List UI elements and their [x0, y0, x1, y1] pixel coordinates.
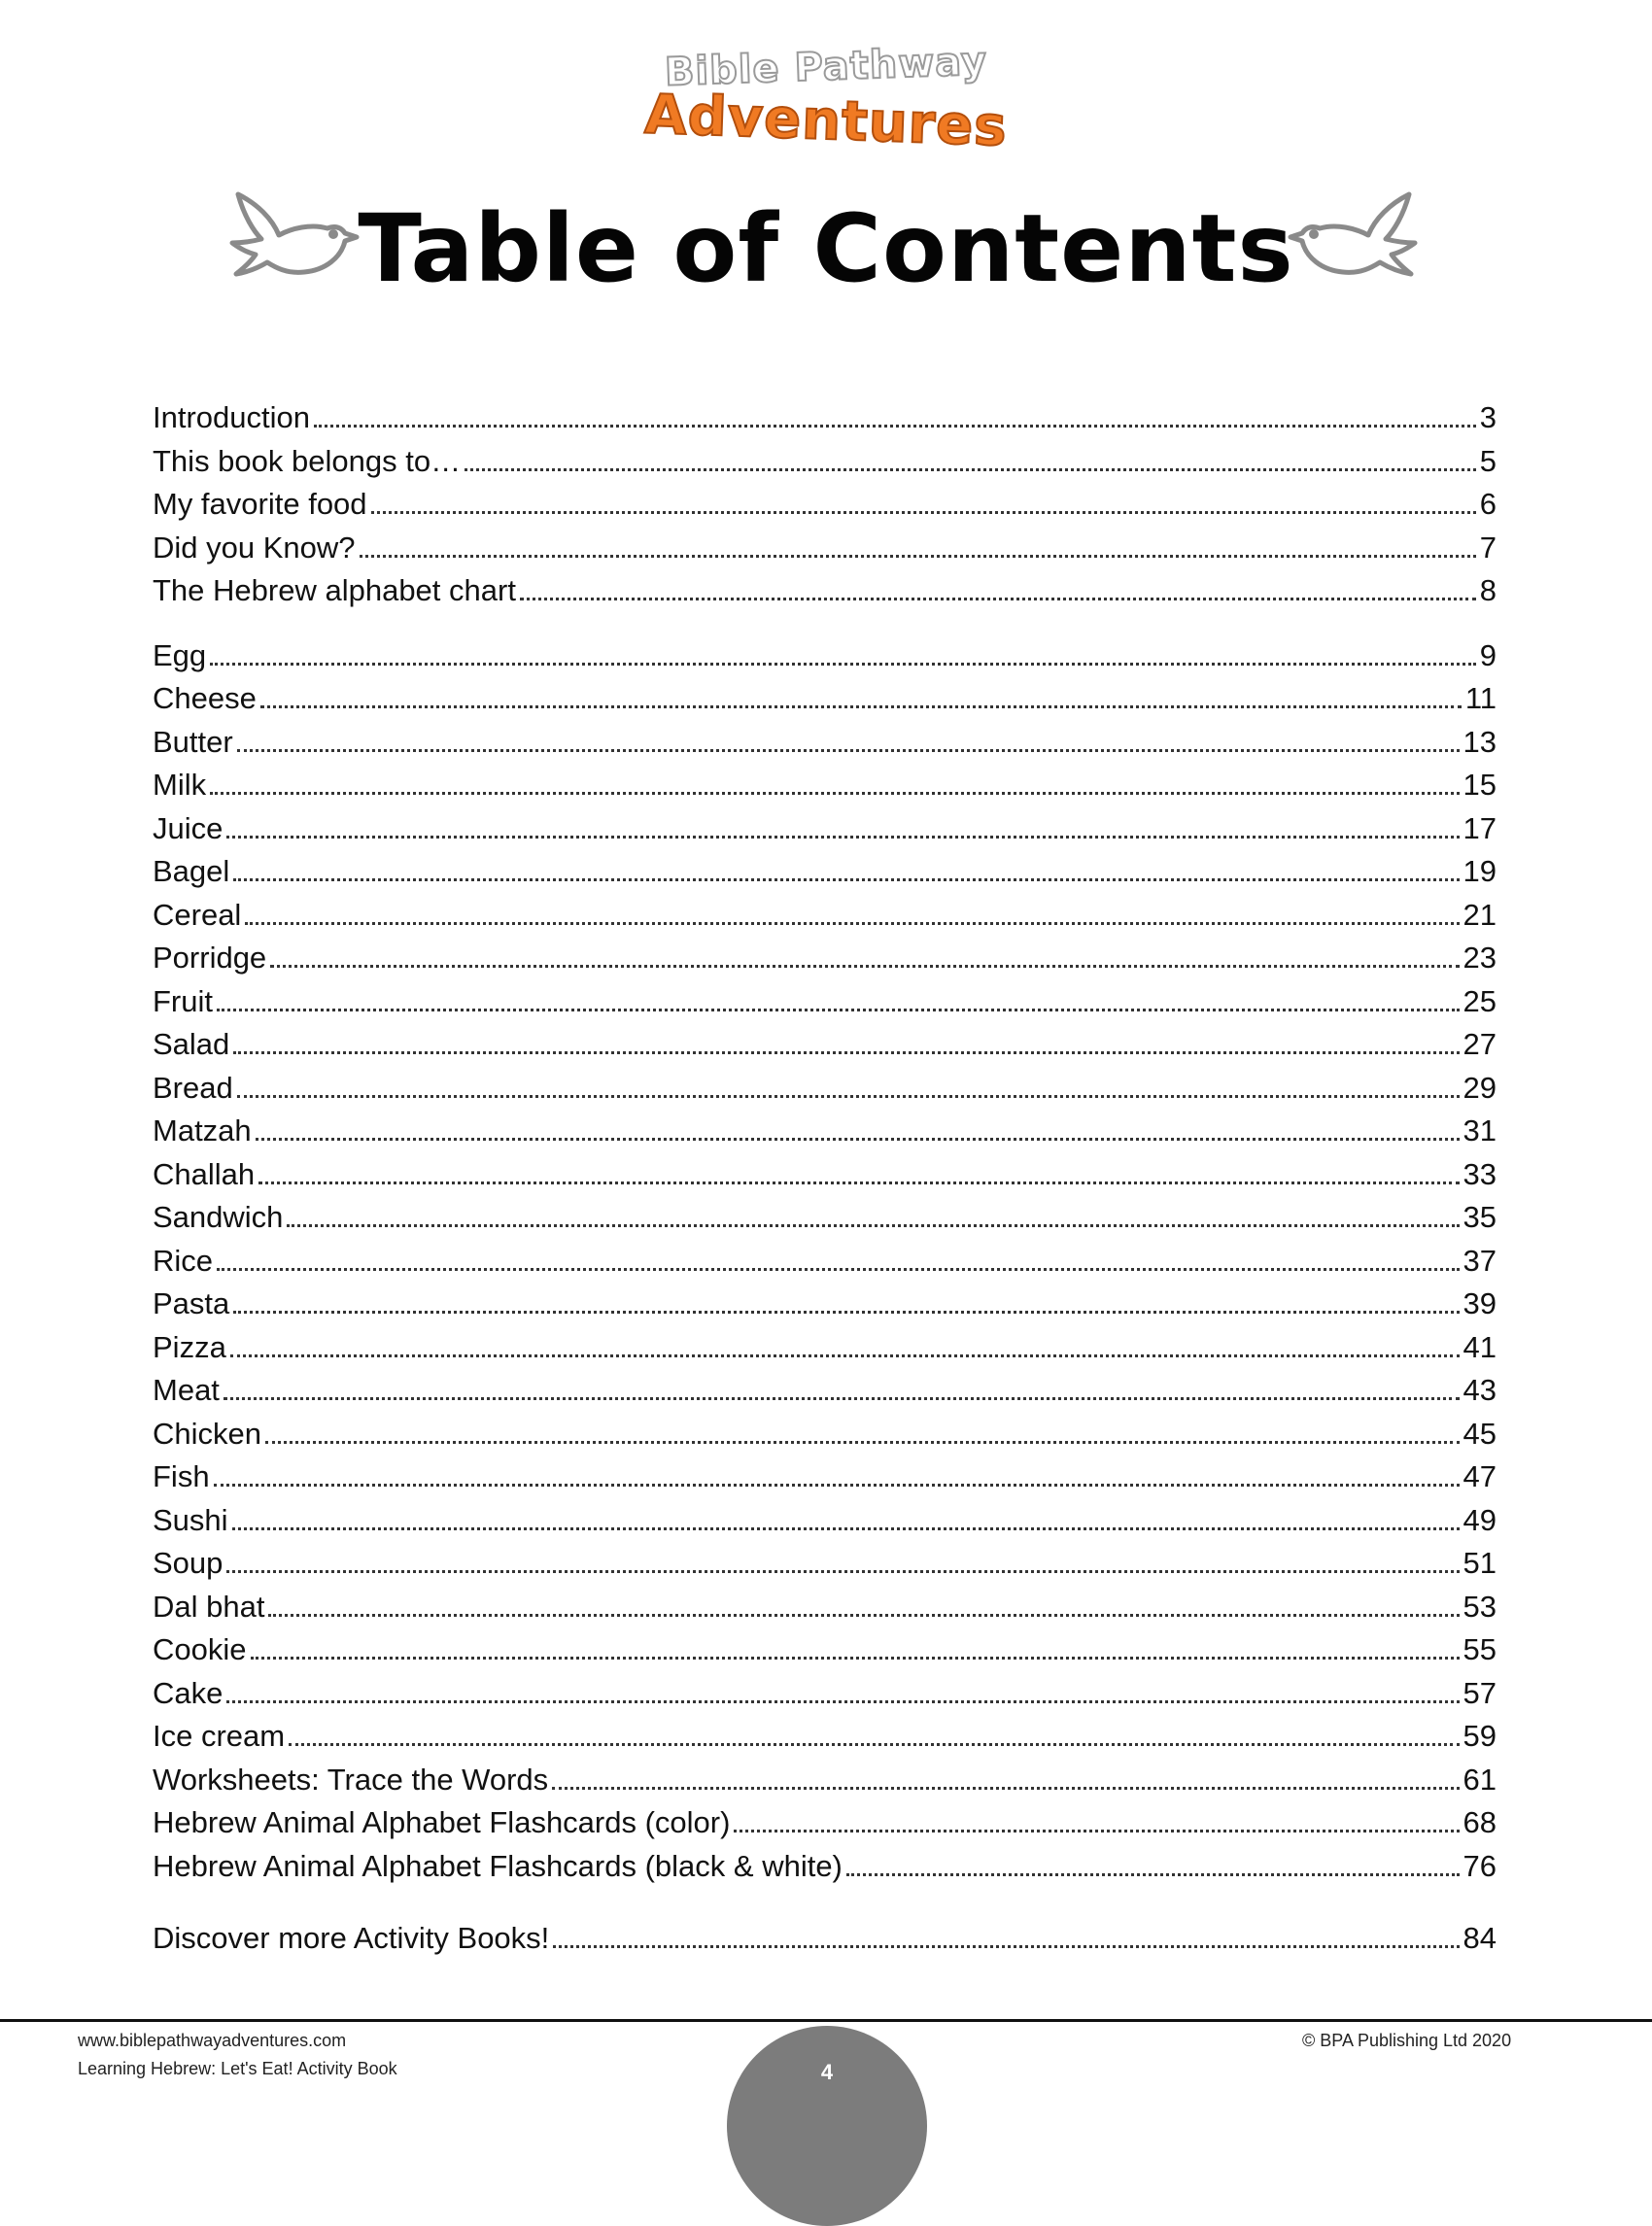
toc-dot-leader — [230, 1354, 1460, 1357]
toc-entry — [153, 634, 1497, 673]
page-title: Table of Contents — [358, 194, 1294, 303]
toc-entry-label: Porridge — [153, 941, 267, 975]
toc-entry — [153, 1672, 1497, 1711]
toc-entry-page: 68 — [1463, 1805, 1497, 1839]
toc-entry — [153, 483, 1497, 522]
toc-entry-label: Butter — [153, 724, 233, 759]
toc-entry — [153, 721, 1497, 760]
toc-entry — [153, 807, 1497, 846]
toc-entry-label: Worksheets: Trace the Words — [153, 1762, 549, 1797]
toc-dot-leader — [552, 1787, 1459, 1790]
toc-entry-page: 59 — [1463, 1719, 1497, 1753]
toc-entry-label: Fruit — [153, 983, 213, 1018]
toc-entry — [153, 1542, 1497, 1581]
toc-dot-leader — [226, 1570, 1459, 1573]
toc-entry — [153, 1283, 1497, 1321]
toc-entry-label: Cake — [153, 1675, 224, 1710]
toc-dot-leader — [465, 468, 1476, 471]
toc-entry — [153, 1499, 1497, 1538]
toc-dot-leader — [256, 1138, 1460, 1141]
toc-entry-label: Cookie — [153, 1632, 247, 1666]
toc-entry-page: 15 — [1463, 768, 1497, 802]
toc-dot-leader — [237, 1095, 1460, 1098]
toc-entry — [153, 764, 1497, 803]
footer-website: www.biblepathwayadventures.com — [78, 2031, 347, 2050]
toc-entry-label: Egg — [153, 637, 207, 672]
toc-entry-label: Dal bhat — [153, 1589, 265, 1624]
toc-dot-leader — [520, 598, 1476, 600]
toc-entry-page: 17 — [1463, 810, 1497, 845]
toc-dot-leader — [268, 1614, 1459, 1617]
toc-entry-label: Juice — [153, 810, 224, 845]
toc-entry-label: Challah — [153, 1156, 256, 1191]
toc-entry-label: Hebrew Animal Alphabet Flashcards (black & white) — [153, 1848, 843, 1883]
toc-entry-label: This book belongs to… — [153, 443, 462, 478]
toc-entry — [153, 1326, 1497, 1365]
toc-entry-label: Discover more Activity Books! — [153, 1921, 550, 1955]
toc-dot-leader — [371, 511, 1476, 514]
toc-entry-page: 6 — [1479, 487, 1497, 521]
toc-entry-page: 84 — [1463, 1921, 1497, 1955]
toc-dot-leader — [214, 1484, 1460, 1487]
toc-entry — [153, 527, 1497, 565]
footer-divider — [0, 2019, 1652, 2022]
toc-dot-leader — [233, 878, 1459, 881]
toc-entry-label: Sandwich — [153, 1200, 284, 1234]
toc-dot-leader — [217, 1268, 1460, 1271]
toc-entry-label: Pasta — [153, 1286, 230, 1320]
toc-entry — [153, 1110, 1497, 1148]
toc-entry-label: Chicken — [153, 1416, 261, 1451]
toc-entry-page: 37 — [1463, 1243, 1497, 1278]
toc-dot-leader — [245, 922, 1459, 925]
toc-entry-page: 47 — [1463, 1459, 1497, 1493]
toc-entry — [153, 1845, 1497, 1884]
toc-entry-label: Fish — [153, 1459, 210, 1493]
toc-entry-label: Matzah — [153, 1113, 252, 1147]
toc-entry-label: Soup — [153, 1546, 224, 1580]
toc-entry — [153, 980, 1497, 1019]
toc-dot-leader — [237, 749, 1460, 752]
toc-entry — [153, 677, 1497, 716]
toc-entry — [153, 894, 1497, 933]
toc-entry — [153, 850, 1497, 889]
toc-entry-label: My favorite food — [153, 487, 367, 521]
toc-entry-label: Bread — [153, 1070, 233, 1105]
toc-dot-leader — [287, 1224, 1459, 1227]
toc-dot-leader — [258, 1181, 1459, 1184]
toc-dot-leader — [226, 1700, 1459, 1703]
toc-dot-leader — [270, 965, 1459, 968]
toc-entry-label: The Hebrew alphabet chart — [153, 573, 516, 607]
toc-entry — [153, 1759, 1497, 1798]
toc-entry-label: Cereal — [153, 897, 242, 932]
toc-entry-label: Sushi — [153, 1502, 228, 1537]
toc-dot-leader — [360, 555, 1476, 558]
toc-entry-label: Meat — [153, 1373, 220, 1407]
toc-dot-leader — [734, 1830, 1459, 1832]
toc-entry — [153, 1715, 1497, 1754]
toc-entry-page: 25 — [1463, 983, 1497, 1018]
toc-entry-label: Bagel — [153, 854, 230, 888]
page-number-badge — [727, 2026, 927, 2226]
toc-entry-page: 76 — [1463, 1848, 1497, 1883]
toc-entry — [153, 1196, 1497, 1235]
toc-dot-leader — [314, 425, 1476, 428]
toc-entry-page: 31 — [1463, 1113, 1497, 1147]
page-number: 4 — [820, 2060, 834, 2084]
toc-entry-page: 19 — [1463, 854, 1497, 888]
toc-entry — [153, 1067, 1497, 1106]
toc-entry-label: Salad — [153, 1027, 230, 1061]
toc-entry — [153, 440, 1497, 479]
toc-entry-label: Milk — [153, 768, 207, 802]
logo-bottom-text: Adventures — [643, 83, 1009, 159]
toc-entry-page: 61 — [1463, 1762, 1497, 1797]
toc-entry — [153, 937, 1497, 976]
toc-entry — [153, 569, 1497, 608]
toc-dot-leader — [233, 1311, 1459, 1314]
toc-entry-page: 41 — [1463, 1329, 1497, 1364]
toc-entry — [153, 1586, 1497, 1625]
toc-dot-leader — [226, 836, 1459, 839]
toc-entry-page: 55 — [1463, 1632, 1497, 1666]
toc-entry-page: 49 — [1463, 1502, 1497, 1537]
toc-entry-page: 27 — [1463, 1027, 1497, 1061]
toc-entry-page: 57 — [1463, 1675, 1497, 1710]
toc-entry-label: Introduction — [153, 400, 310, 434]
toc-dot-leader — [210, 663, 1476, 666]
toc-entry — [153, 1153, 1497, 1192]
toc-dot-leader — [553, 1945, 1459, 1948]
logo-top-text: Bible Pathway — [664, 39, 988, 95]
toc-entry — [153, 1455, 1497, 1494]
toc-entry — [153, 1240, 1497, 1279]
toc-entry — [153, 396, 1497, 435]
toc-dot-leader — [233, 1051, 1459, 1054]
toc-entry-label: Hebrew Animal Alphabet Flashcards (color) — [153, 1805, 731, 1839]
toc-entry-label: Ice cream — [153, 1719, 286, 1753]
toc-entry-page: 7 — [1479, 530, 1497, 565]
toc-entry — [153, 1369, 1497, 1408]
toc-entry-page: 35 — [1463, 1200, 1497, 1234]
toc-dot-leader — [846, 1873, 1460, 1876]
toc-entry-label: Did you Know? — [153, 530, 356, 565]
toc-entry-page: 33 — [1463, 1156, 1497, 1191]
toc-entry-page: 11 — [1464, 681, 1497, 715]
toc-entry-page: 29 — [1463, 1070, 1497, 1105]
toc-entry-label: Pizza — [153, 1329, 226, 1364]
toc-entry-page: 9 — [1479, 637, 1497, 672]
toc-entry-page: 43 — [1463, 1373, 1497, 1407]
toc-entry-page: 5 — [1479, 443, 1497, 478]
toc-dot-leader — [251, 1657, 1460, 1660]
toc-dot-leader — [217, 1009, 1460, 1011]
toc-entry — [153, 1917, 1497, 1956]
toc-dot-leader — [260, 705, 1462, 708]
toc-entry — [153, 1801, 1497, 1840]
toc-entry-page: 51 — [1463, 1546, 1497, 1580]
toc-entry-label: Cheese — [153, 681, 257, 715]
toc-entry-page: 13 — [1463, 724, 1497, 759]
toc-entry-page: 39 — [1463, 1286, 1497, 1320]
toc-entry — [153, 1413, 1497, 1452]
footer-copyright: © BPA Publishing Ltd 2020 — [1302, 2031, 1512, 2050]
toc-entry-page: 53 — [1463, 1589, 1497, 1624]
toc-entry-label: Rice — [153, 1243, 214, 1278]
toc-entry-page: 8 — [1479, 573, 1497, 607]
toc-entry-page: 45 — [1463, 1416, 1497, 1451]
toc-dot-leader — [224, 1397, 1460, 1400]
toc-dot-leader — [232, 1527, 1460, 1530]
toc-entry-page: 21 — [1463, 897, 1497, 932]
toc-entry-page: 23 — [1463, 941, 1497, 975]
toc-dot-leader — [210, 792, 1459, 795]
footer-book-title: Learning Hebrew: Let's Eat! Activity Book — [78, 2059, 397, 2078]
toc-dot-leader — [265, 1441, 1460, 1444]
toc-entry — [153, 1628, 1497, 1667]
toc-entry-page: 3 — [1479, 400, 1497, 434]
toc-entry — [153, 1023, 1497, 1062]
toc-dot-leader — [289, 1743, 1459, 1746]
